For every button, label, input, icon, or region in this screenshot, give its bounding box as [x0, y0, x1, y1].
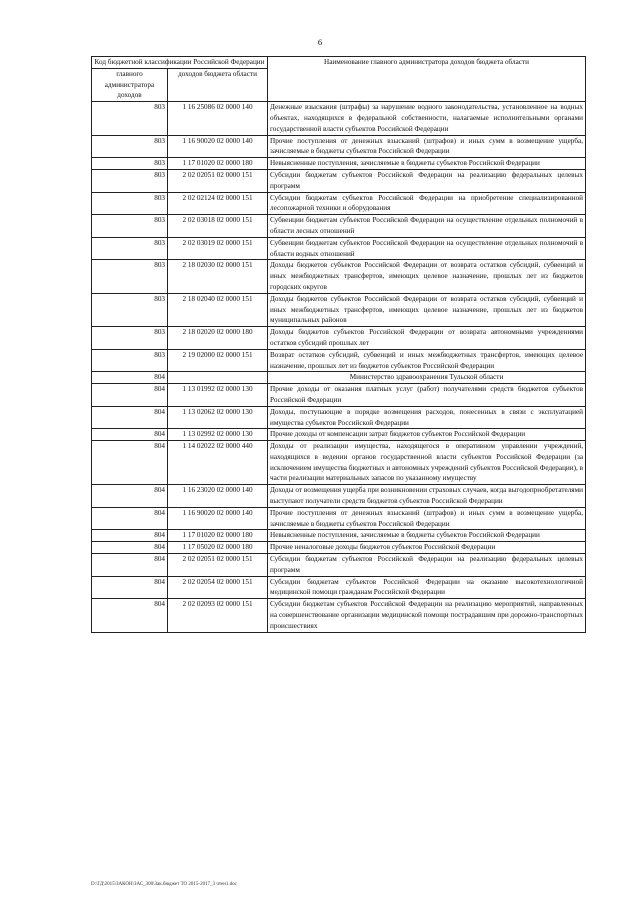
admin-code-cell: 803: [92, 135, 168, 158]
admin-code-cell: 803: [92, 349, 168, 372]
budget-code-cell: 1 16 90020 02 0000 140: [168, 135, 268, 158]
budget-code-cell: 1 17 01020 02 0000 180: [168, 158, 268, 170]
income-name-cell: Прочие доходы от компенсации затрат бюджетов субъектов Российской Федерации: [268, 429, 586, 441]
table-row: [92, 349, 586, 372]
budget-code-cell: 2 02 03018 02 0000 151: [168, 215, 268, 238]
budget-code-cell: 2 02 03019 02 0000 151: [168, 237, 268, 260]
income-sources-table: [91, 56, 586, 633]
income-name-cell: Доходы, поступающие в порядке возмещения расходов, понесенных в связи с эксплуатацией имущества субъектов Российской Федерации: [268, 406, 586, 429]
admin-code-cell: 804: [92, 384, 168, 407]
income-name-cell: Денежные взыскания (штрафы) за нарушение водного законодательства, установленное на водных объектах, находящихся в федеральной собственности, налагаемые исполнительными органами государственной власти субъектов Российской Федерации: [268, 102, 586, 135]
income-name-cell: Прочие неналоговые доходы бюджетов субъектов Российской Федерации: [268, 542, 586, 554]
footer-file-path: D:\ГД\2015\ЗАКОН\ЗАС_300\Зак.бюджет ТО 2015-2017_3 чтен1.doc: [91, 882, 237, 887]
income-name-cell: Субсидии бюджетам субъектов Российской Федерации на реализацию мероприятий, направленных на совершенствование организации медицинской помощи пострадавшим при дорожно-транспортных происшествиях: [268, 599, 586, 632]
budget-code-cell: 2 02 02124 02 0000 151: [168, 192, 268, 215]
budget-code-cell: 1 17 05020 02 0000 180: [168, 542, 268, 554]
header-name-column: Наименование главного администратора доходов бюджета области: [268, 57, 586, 102]
admin-code-cell: 804: [92, 372, 168, 384]
income-name-cell: Возврат остатков субсидий, субвенций и иных межбюджетных трансфертов, имеющих целевое назначение, прошлых лет из бюджетов субъектов Российской Федерации: [268, 349, 586, 372]
admin-code-cell: 804: [92, 576, 168, 599]
table-row: [92, 530, 586, 542]
income-name-cell: Прочие поступления от денежных взысканий (штрафов) и иных сумм в возмещение ущерба, зачисляемые в бюджеты субъектов Российской Федерации: [268, 507, 586, 530]
admin-code-cell: 803: [92, 158, 168, 170]
income-name-cell: Субсидии бюджетам субъектов Российской Федерации на реализацию федеральных целевых программ: [268, 554, 586, 577]
admin-code-cell: 804: [92, 441, 168, 485]
budget-code-cell: 1 17 01020 02 0000 180: [168, 530, 268, 542]
table-row: [92, 441, 586, 485]
admin-code-cell: 804: [92, 554, 168, 577]
admin-code-cell: 804: [92, 542, 168, 554]
section-row: [92, 372, 586, 384]
income-name-cell: Невыясненные поступления, зачисляемые в бюджеты субъектов Российской Федерации: [268, 158, 586, 170]
income-name-cell: Прочие доходы от оказания платных услуг (работ) получателями средств бюджетов субъектов Российской Федерации: [268, 384, 586, 407]
admin-code-cell: 803: [92, 237, 168, 260]
table-row: [92, 507, 586, 530]
admin-code-cell: 804: [92, 406, 168, 429]
table-row: [92, 542, 586, 554]
income-name-cell: Доходы от реализации имущества, находящегося в оперативном управлении учреждений, находящихся в ведении органов государственной власти субъектов Российской Федерации (за исключением имущества бюджетных и автономных учреждений субъектов Российской Федерации), в части реализации материальных запасов по указанному имуществу: [268, 441, 586, 485]
admin-code-cell: 803: [92, 169, 168, 192]
budget-code-cell: [168, 372, 268, 384]
budget-code-cell: 1 13 01992 02 0000 130: [168, 384, 268, 407]
table-row: [92, 260, 586, 293]
table-row: [92, 102, 586, 135]
table-body: [92, 102, 586, 632]
admin-code-cell: 804: [92, 599, 168, 632]
table-row: [92, 576, 586, 599]
admin-code-cell: 803: [92, 215, 168, 238]
budget-code-cell: 1 16 90020 02 0000 140: [168, 507, 268, 530]
income-name-cell: Доходы бюджетов субъектов Российской Федерации от возврата автономными учреждениями остатков субсидий прошлых лет: [268, 327, 586, 350]
admin-code-cell: 804: [92, 485, 168, 508]
header-admin-column: главного администратора доходов: [92, 68, 168, 101]
income-name-cell: Субсидии бюджетам субъектов Российской Федерации на приобретение специализированной лесопожарной техники и оборудования: [268, 192, 586, 215]
admin-code-cell: 803: [92, 102, 168, 135]
header-code-group: Код бюджетной классификации Российской Федерации: [92, 57, 268, 69]
income-name-cell: Субвенции бюджетам субъектов Российской Федерации на осуществление отдельных полномочий в области лесных отношений: [268, 215, 586, 238]
budget-code-cell: 2 02 02051 02 0000 151: [168, 169, 268, 192]
budget-code-cell: 2 02 02054 02 0000 151: [168, 576, 268, 599]
income-name-cell: Субсидии бюджетам субъектов Российской Федерации на реализацию федеральных целевых программ: [268, 169, 586, 192]
budget-code-cell: 1 16 25086 02 0000 140: [168, 102, 268, 135]
income-name-cell: Доходы бюджетов субъектов Российской Федерации от возврата остатков субсидий, субвенций и иных межбюджетных трансфертов, имеющих целевое назначение, прошлых лет из бюджетов городских округов: [268, 260, 586, 293]
table-row: [92, 554, 586, 577]
table-row: [92, 327, 586, 350]
admin-code-cell: 804: [92, 429, 168, 441]
income-name-cell: Субсидии бюджетам субъектов Российской Федерации на оказание высокотехнологичной медицинской помощи гражданам Российской Федерации: [268, 576, 586, 599]
admin-code-cell: 803: [92, 192, 168, 215]
header-income-column: доходов бюджета области: [168, 68, 268, 101]
budget-code-cell: 1 13 02992 02 0000 130: [168, 429, 268, 441]
budget-code-cell: 1 14 02022 02 0000 440: [168, 441, 268, 485]
admin-code-cell: 803: [92, 327, 168, 350]
table-row: [92, 429, 586, 441]
table-row: [92, 599, 586, 632]
table-row: [92, 406, 586, 429]
budget-code-cell: 2 18 02040 02 0000 151: [168, 293, 268, 326]
table-row: [92, 293, 586, 326]
table-row: [92, 215, 586, 238]
budget-code-cell: 1 13 02062 02 0000 130: [168, 406, 268, 429]
budget-code-cell: 2 18 02030 02 0000 151: [168, 260, 268, 293]
income-name-cell: Доходы от возмещения ущерба при возникновении страховых случаев, когда выгодоприобретателями выступают получатели средств бюджетов субъектов Российской Федерации: [268, 485, 586, 508]
income-name-cell: Субвенции бюджетам субъектов Российской Федерации на осуществление отдельных полномочий в области водных отношений: [268, 237, 586, 260]
budget-code-cell: 2 19 02000 02 0000 151: [168, 349, 268, 372]
table-row: [92, 237, 586, 260]
income-name-cell: Прочие поступления от денежных взысканий (штрафов) и иных сумм в возмещение ущерба, зачисляемые в бюджеты субъектов Российской Федерации: [268, 135, 586, 158]
admin-code-cell: 804: [92, 507, 168, 530]
table-row: [92, 485, 586, 508]
admin-code-cell: 804: [92, 530, 168, 542]
admin-code-cell: 803: [92, 260, 168, 293]
administrator-section-title: Министерство здравоохранения Тульской области: [268, 372, 586, 384]
budget-code-cell: 2 02 02051 02 0000 151: [168, 554, 268, 577]
admin-code-cell: 803: [92, 293, 168, 326]
table-row: [92, 192, 586, 215]
budget-code-cell: 1 16 23020 02 0000 140: [168, 485, 268, 508]
income-name-cell: Доходы бюджетов субъектов Российской Федерации от возврата остатков субсидий, субвенций и иных межбюджетных трансфертов, имеющих целевое назначение, прошлых лет из бюджетов муниципальных районов: [268, 293, 586, 326]
table-row: [92, 158, 586, 170]
table-row: [92, 135, 586, 158]
page-number: 6: [317, 37, 323, 47]
budget-code-cell: 2 18 02020 02 0000 180: [168, 327, 268, 350]
table-row: [92, 384, 586, 407]
income-name-cell: Невыясненные поступления, зачисляемые в бюджеты субъектов Российской Федерации: [268, 530, 586, 542]
budget-code-cell: 2 02 02093 02 0000 151: [168, 599, 268, 632]
table-row: [92, 169, 586, 192]
